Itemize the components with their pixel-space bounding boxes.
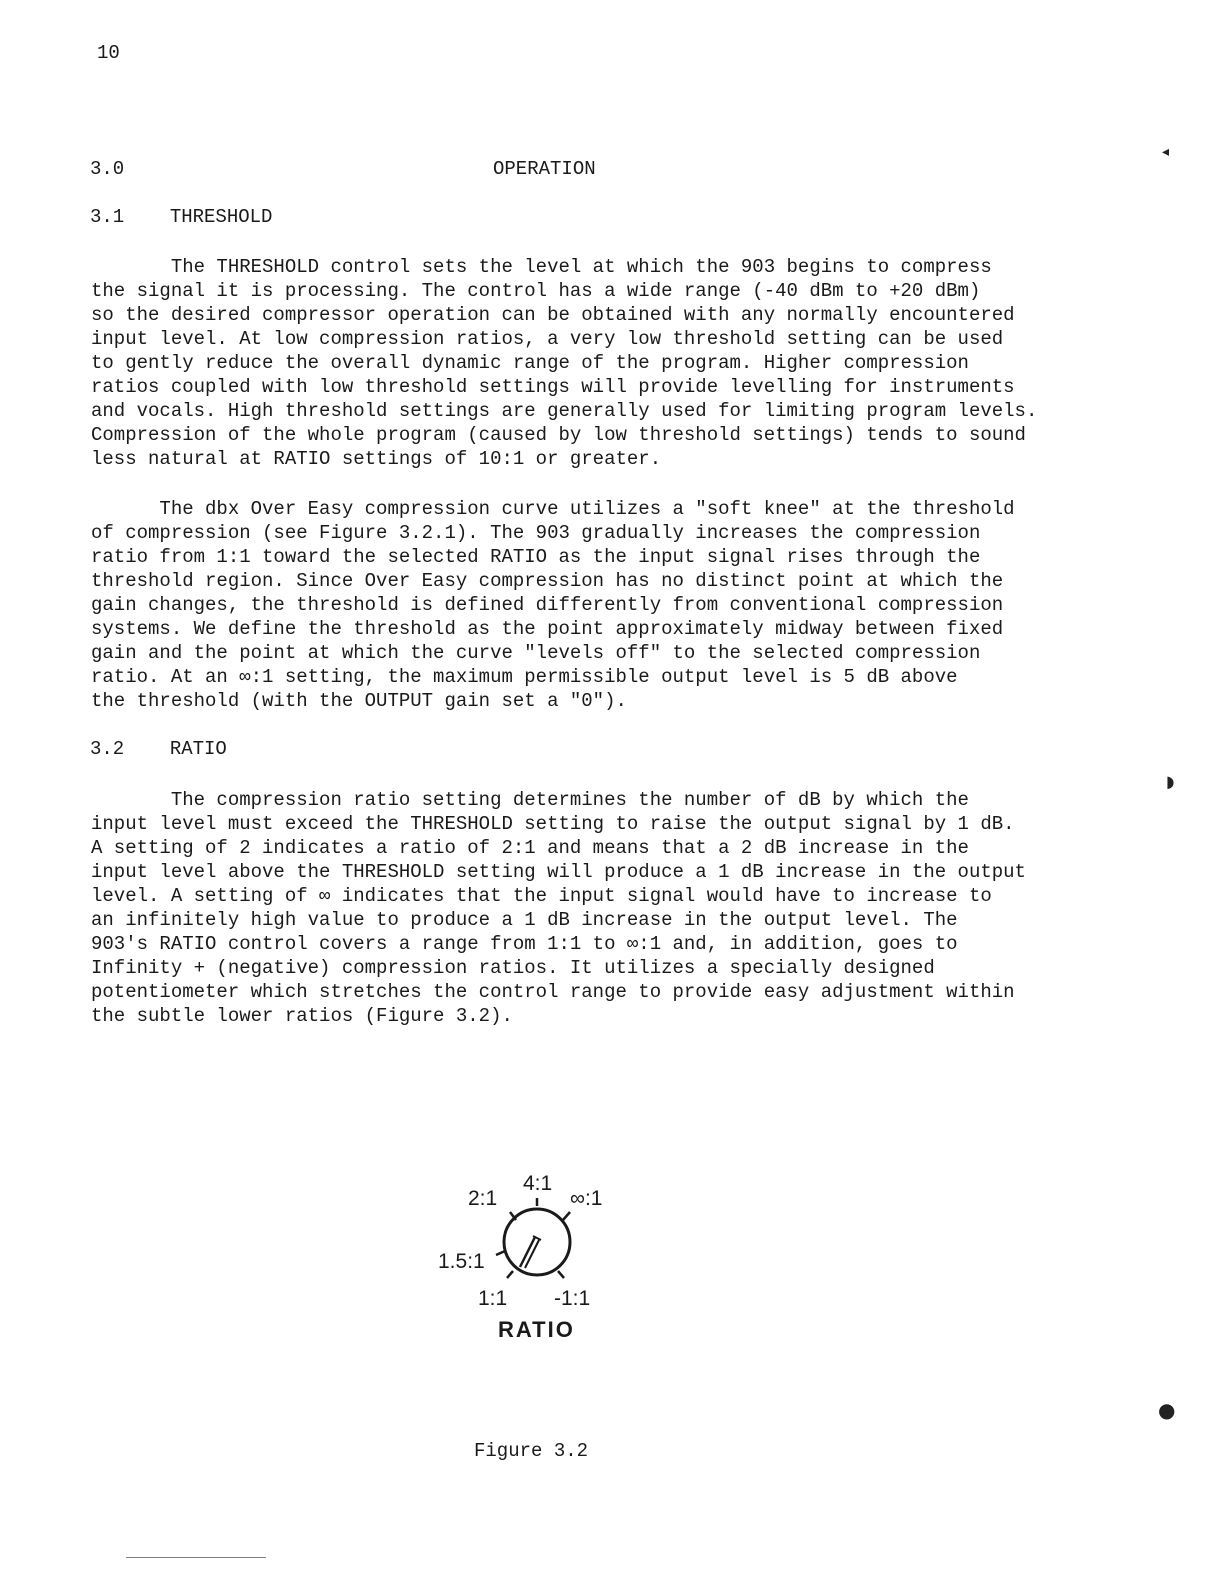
tick-lower-left [507, 1271, 513, 1278]
paragraph-line: so the desired compressor operation can be obtained with any normally encountered [91, 304, 1015, 326]
paragraph-line: input level must exceed the THRESHOLD setting to raise the output signal by 1 dB. [91, 813, 1015, 835]
scan-speck: ◂ [1162, 144, 1170, 160]
paragraph-line: ratios coupled with low threshold settings will provide levelling for instruments [91, 376, 1015, 398]
paragraph-line: and vocals. High threshold settings are generally used for limiting program levels. [91, 400, 1038, 422]
paragraph-line: of compression (see Figure 3.2.1). The 903 gradually increases the compression [91, 522, 981, 544]
ratio-knob-diagram [430, 1165, 630, 1355]
paragraph-line: The compression ratio setting determines the number of dB by which the [91, 789, 969, 811]
figure-caption: Figure 3.2 [474, 1440, 589, 1462]
paragraph-line: input level above the THRESHOLD setting will produce a 1 dB increase in the output [91, 861, 1026, 883]
knob-label-upper-right: ∞:1 [570, 1187, 603, 1210]
paragraph-line: potentiometer which stretches the control range to provide easy adjustment within [91, 981, 1015, 1003]
subsection-heading-threshold: 3.1 THRESHOLD [90, 206, 273, 228]
paragraph-line: the signal it is processing. The control has a wide range (-40 dBm to +20 dBm) [91, 280, 981, 302]
page-number: 10 [97, 42, 120, 64]
scan-speck: ● [1158, 1398, 1176, 1422]
paragraph-line: the subtle lower ratios (Figure 3.2). [91, 1005, 513, 1027]
ratio-knob-figure [430, 1165, 630, 1355]
tick-left [496, 1251, 505, 1255]
subsection-heading-ratio: 3.2 RATIO [90, 738, 227, 760]
knob-label-upper-left: 2:1 [468, 1187, 498, 1210]
knob-label-lower-right: -1:1 [554, 1287, 591, 1310]
section-title: OPERATION [493, 158, 596, 180]
paragraph-line: threshold region. Since Over Easy compression has no distinct point at which the [91, 570, 1004, 592]
ratio-paragraph [91, 788, 1201, 1028]
paragraph-line: to gently reduce the overall dynamic range of the program. Higher compression [91, 352, 969, 374]
tick-lower-right [558, 1271, 564, 1278]
scan-speck: ◗ [1166, 772, 1175, 791]
paragraph-line: less natural at RATIO settings of 10:1 or greater. [91, 448, 662, 470]
knob-label-left: 1.5:1 [438, 1250, 485, 1273]
paragraph-line: an infinitely high value to produce a 1 dB increase in the output level. The [91, 909, 958, 931]
paragraph-line: Compression of the whole program (caused by low threshold settings) tends to sound [91, 424, 1026, 446]
paragraph-line: gain changes, the threshold is defined differently from conventional compression [91, 594, 1004, 616]
paragraph-line: the threshold (with the OUTPUT gain set a "0"). [91, 690, 627, 712]
knob-title: RATIO [498, 1317, 575, 1342]
knob-label-top: 4:1 [523, 1172, 553, 1195]
paragraph-line: ratio. At an ∞:1 setting, the maximum permissible output level is 5 dB above [91, 666, 958, 688]
paragraph-line: The THRESHOLD control sets the level at which the 903 begins to compress [91, 256, 992, 278]
paragraph-line: The dbx Over Easy compression curve utilizes a "soft knee" at the threshold [91, 498, 1015, 520]
tick-upper-right [563, 1212, 570, 1220]
bottom-rule [126, 1557, 266, 1558]
paragraph-line: gain and the point at which the curve "levels off" to the selected compression [91, 642, 981, 664]
threshold-paragraph-2 [91, 497, 1201, 713]
paragraph-line: input level. At low compression ratios, a very low threshold setting can be used [91, 328, 1004, 350]
knob-label-lower-left: 1:1 [478, 1287, 508, 1310]
paragraph-line: ratio from 1:1 toward the selected RATIO as the input signal rises through the [91, 546, 981, 568]
section-number: 3.0 [90, 158, 125, 180]
threshold-paragraph-1 [91, 255, 1201, 471]
paragraph-line: 903's RATIO control covers a range from 1:1 to ∞:1 and, in addition, goes to [91, 933, 958, 955]
paragraph-line: Infinity + (negative) compression ratios. It utilizes a specially designed [91, 957, 935, 979]
paragraph-line: level. A setting of ∞ indicates that the input signal would have to increase to [91, 885, 992, 907]
paragraph-line: systems. We define the threshold as the point approximately midway between fixed [91, 618, 1004, 640]
paragraph-line: A setting of 2 indicates a ratio of 2:1 and means that a 2 dB increase in the [91, 837, 969, 859]
